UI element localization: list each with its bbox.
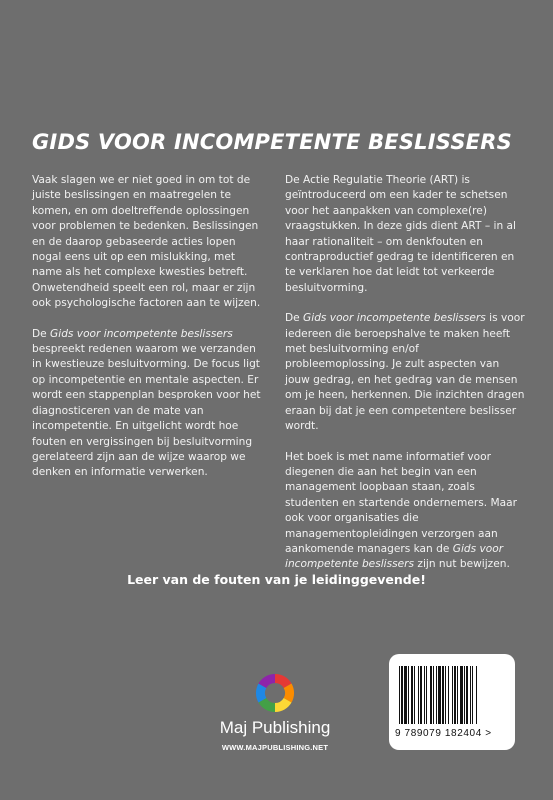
right-paragraph-3: Het boek is met name informatief voor diegenen die aan het begin van een management loopbaan staan, zoals studenten en startende ondernemers. Maar ook voor organisaties die managementopleidingen verzorgen aan aankomende managers kan de Gids voor incompetente beslissers zijn nut bewijzen.: [285, 450, 517, 571]
publisher-name: Maj Publishing: [219, 718, 331, 737]
right-paragraph-1: De Actie Regulatie Theorie (ART) is geïntroduceerd om een kader te schetsen voor het aanpakken van complexe(re) vraagstukken. In deze gids dient ART – in al haar rationaliteit – om denkfouten en contraproductief gedrag te identificeren en te verklaren hoe dat leidt tot verkeerde besluitvorming.: [285, 174, 516, 294]
left-column: [32, 173, 268, 496]
left-paragraph-1: Vaak slagen we er niet goed in om tot de juiste beslissingen en maatregelen te komen, en om doeltreffende oplossingen voor problemen te bedenken. Beslissingen en de daarop gebaseerde acties lopen nogal eens uit op een mislukking, met name als het complexe kwesties betreft. Onwetendheid speelt een rol, maar er zijn ook psychologische factoren aan te wijzen.: [32, 174, 261, 310]
publisher-block: [205, 672, 345, 752]
book-title-italic: Gids voor incompetente beslissers: [303, 312, 486, 325]
publisher-url: WWW.MAJPUBLISHING.NET: [221, 743, 329, 752]
barcode-number: 9 789079 182404 >: [395, 728, 492, 739]
barcode-bars: [397, 666, 509, 730]
right-column: [285, 173, 525, 588]
tagline: Leer van de fouten van je leidinggevende!: [127, 572, 426, 587]
book-title-italic: Gids voor incompetente beslissers: [285, 542, 504, 571]
book-title: GIDS VOOR INCOMPETENTE BESLISSERS: [32, 130, 512, 154]
right-paragraph-2: De Gids voor incompetente beslissers is voor iedereen die beroepshalve te maken heeft met besluitvorming en/of probleemoplossing. Je zult aspecten van jouw gedrag, en het gedrag van de mensen om je heen, herkennen. Die inzichten dragen eraan bij dat je een competentere beslisser wordt.: [285, 312, 525, 433]
left-paragraph-2: De Gids voor incompetente beslissers bespreekt redenen waarom we verzanden in kwestieuze besluitvorming. De focus ligt op incompetentie en mentale aspecten. Er wordt een stappenplan besproken voor het diagnosticeren van de mate van incompetentie. En uitgelicht wordt hoe fouten en vergissingen bij besluitvorming gerelateerd zijn aan de wijze waarop we denken en informatie verwerken.: [32, 327, 261, 479]
rainbow-ring-logo-icon: [254, 672, 296, 714]
book-title-italic: Gids voor incompetente beslissers: [50, 327, 233, 340]
barcode: [389, 654, 515, 750]
